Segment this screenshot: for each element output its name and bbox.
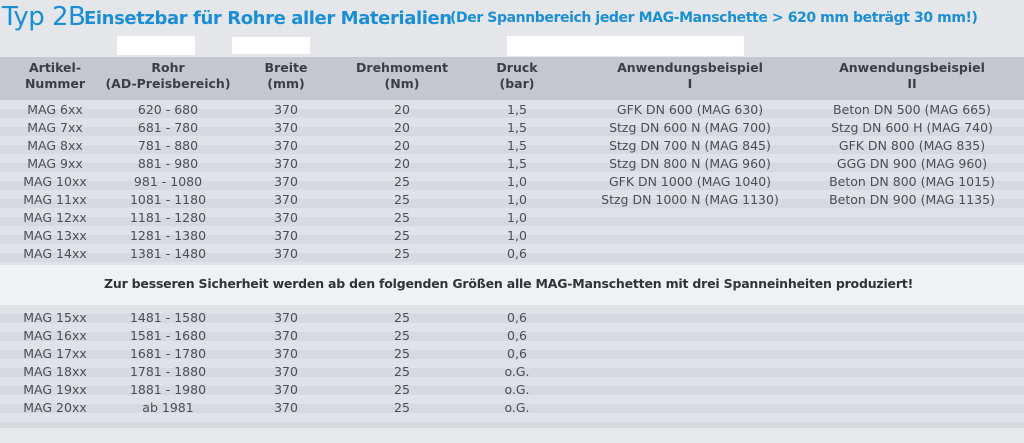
- cell-article-number: MAG 14xx: [23, 246, 87, 261]
- header-line: Breite: [264, 60, 308, 75]
- cell-torque: 25: [394, 382, 410, 397]
- cell-article-number: MAG 10xx: [23, 174, 87, 189]
- cell-torque: 20: [394, 120, 410, 135]
- table-row: [0, 227, 1024, 245]
- cell-article-number: MAG 16xx: [23, 328, 87, 343]
- cell-pipe-range: 1781 - 1880: [129, 364, 207, 379]
- header-line: Artikel-: [28, 60, 82, 75]
- header-line: Nummer: [24, 76, 86, 91]
- cell-application-2: GFK DN 800 (MAG 835): [838, 138, 986, 153]
- header-article-number: [25, 60, 85, 92]
- header-pressure: [496, 60, 537, 92]
- table-row: [0, 363, 1024, 381]
- cell-pressure: 1,0: [507, 228, 527, 243]
- cell-pipe-range: 681 - 780: [137, 120, 199, 135]
- cell-pipe-range: 1481 - 1580: [129, 310, 207, 325]
- cell-pipe-range: 1881 - 1980: [129, 382, 207, 397]
- title-sub: (Der Spannbereich jeder MAG-Manschette > 620 mm beträgt 30 mm!): [450, 10, 978, 26]
- header-line: Druck: [496, 60, 538, 75]
- cell-application-1: Stzg DN 600 N (MAG 700): [609, 120, 771, 135]
- cell-pressure: o.G.: [504, 400, 530, 415]
- table-row: [0, 309, 1024, 327]
- cell-torque: 25: [394, 174, 410, 189]
- table-row: [0, 155, 1024, 173]
- cell-article-number: MAG 17xx: [23, 346, 87, 361]
- cell-pipe-range: 1581 - 1680: [129, 328, 207, 343]
- table-row: [0, 101, 1024, 119]
- title-main: Einsetzbar für Rohre aller Materialien: [84, 8, 452, 29]
- cell-width: 370: [274, 246, 298, 261]
- cell-pressure: 1,5: [507, 120, 527, 135]
- cell-pipe-range: 1381 - 1480: [129, 246, 207, 261]
- cell-application-2: GGG DN 900 (MAG 960): [836, 156, 988, 171]
- cell-width: 370: [274, 210, 298, 225]
- header-line: I: [687, 76, 693, 91]
- cell-width: 370: [274, 102, 298, 117]
- table-row: [0, 399, 1024, 417]
- table-row: [0, 191, 1024, 209]
- cell-pressure: 1,5: [507, 156, 527, 171]
- cell-torque: 25: [394, 310, 410, 325]
- cell-pressure: o.G.: [504, 364, 530, 379]
- cell-width: 370: [274, 192, 298, 207]
- cell-torque: 25: [394, 400, 410, 415]
- cell-pressure: 1,0: [507, 192, 527, 207]
- cell-width: 370: [274, 120, 298, 135]
- cell-article-number: MAG 18xx: [23, 364, 87, 379]
- cell-application-2: Beton DN 800 (MAG 1015): [829, 174, 995, 189]
- header-line: II: [907, 76, 917, 91]
- redaction-block: [232, 37, 310, 54]
- cell-width: 370: [274, 310, 298, 325]
- header-pipe-range: [105, 60, 230, 92]
- cell-torque: 25: [394, 210, 410, 225]
- header-torque: [356, 60, 448, 92]
- cell-torque: 20: [394, 138, 410, 153]
- cell-pipe-range: 1281 - 1380: [129, 228, 207, 243]
- cell-width: 370: [274, 174, 298, 189]
- header-line: Drehmoment: [356, 60, 448, 75]
- cell-application-1: Stzg DN 700 N (MAG 845): [609, 138, 771, 153]
- table-row: [0, 119, 1024, 137]
- cell-torque: 25: [394, 346, 410, 361]
- cell-application-2: Beton DN 900 (MAG 1135): [829, 192, 995, 207]
- title-type: Typ 2B: [2, 2, 86, 32]
- cell-pipe-range: 981 - 1080: [133, 174, 203, 189]
- cell-width: 370: [274, 364, 298, 379]
- cell-article-number: MAG 9xx: [27, 156, 83, 171]
- cell-torque: 20: [394, 102, 410, 117]
- cell-article-number: MAG 11xx: [23, 192, 87, 207]
- header-line: Anwendungsbeispiel: [617, 60, 763, 75]
- header-line: Anwendungsbeispiel: [839, 60, 985, 75]
- table-row: [0, 137, 1024, 155]
- cell-pipe-range: 1081 - 1180: [129, 192, 207, 207]
- cell-article-number: MAG 15xx: [23, 310, 87, 325]
- header-line: Rohr: [151, 60, 185, 75]
- cell-torque: 25: [394, 192, 410, 207]
- table-row: [0, 173, 1024, 191]
- header-line: (mm): [267, 76, 305, 91]
- notice-row: [0, 265, 1024, 305]
- table-row: [0, 245, 1024, 263]
- header-application-1: [617, 60, 763, 92]
- cell-width: 370: [274, 228, 298, 243]
- cell-width: 370: [274, 400, 298, 415]
- cell-application-1: GFK DN 1000 (MAG 1040): [608, 174, 772, 189]
- cell-torque: 25: [394, 228, 410, 243]
- header-application-2: [839, 60, 985, 92]
- cell-pressure: 1,0: [507, 174, 527, 189]
- cell-application-2: Stzg DN 600 H (MAG 740): [831, 120, 993, 135]
- cell-pipe-range: 620 - 680: [137, 102, 199, 117]
- cell-pipe-range: 781 - 880: [137, 138, 199, 153]
- redaction-block: [117, 36, 195, 55]
- table-row: [0, 345, 1024, 363]
- cell-article-number: MAG 20xx: [23, 400, 87, 415]
- cell-width: 370: [274, 156, 298, 171]
- redaction-block: [507, 36, 744, 56]
- table-row: [0, 327, 1024, 345]
- cell-pressure: o.G.: [504, 382, 530, 397]
- cell-width: 370: [274, 346, 298, 361]
- cell-pressure: 0,6: [507, 346, 527, 361]
- cell-application-1: GFK DN 600 (MAG 630): [616, 102, 764, 117]
- notice-text: Zur besseren Sicherheit werden ab den folgenden Größen alle MAG-Manschetten mit drei Spanneinheiten produziert!: [104, 276, 914, 291]
- cell-torque: 25: [394, 364, 410, 379]
- cell-article-number: MAG 13xx: [23, 228, 87, 243]
- cell-article-number: MAG 19xx: [23, 382, 87, 397]
- footer-strip: [0, 428, 1024, 443]
- cell-pipe-range: 881 - 980: [137, 156, 199, 171]
- cell-pipe-range: 1181 - 1280: [129, 210, 207, 225]
- header-width: [265, 60, 308, 92]
- cell-torque: 20: [394, 156, 410, 171]
- table-row: [0, 381, 1024, 399]
- cell-application-1: Stzg DN 800 N (MAG 960): [609, 156, 771, 171]
- cell-article-number: MAG 6xx: [27, 102, 83, 117]
- cell-pressure: 0,6: [507, 246, 527, 261]
- cell-application-2: Beton DN 500 (MAG 665): [833, 102, 991, 117]
- cell-pressure: 0,6: [507, 328, 527, 343]
- cell-pressure: 0,6: [507, 310, 527, 325]
- cell-width: 370: [274, 382, 298, 397]
- header-line: (bar): [499, 76, 535, 91]
- cell-pipe-range: ab 1981: [142, 400, 194, 415]
- header-line: (AD-Preisbereich): [105, 76, 231, 91]
- cell-pressure: 1,5: [507, 138, 527, 153]
- table-header: [0, 57, 1024, 100]
- cell-application-1: Stzg DN 1000 N (MAG 1130): [601, 192, 779, 207]
- table-row: [0, 209, 1024, 227]
- cell-article-number: MAG 7xx: [27, 120, 83, 135]
- cell-width: 370: [274, 138, 298, 153]
- cell-pressure: 1,0: [507, 210, 527, 225]
- cell-article-number: MAG 8xx: [27, 138, 83, 153]
- title-bar: [0, 2, 1024, 38]
- cell-torque: 25: [394, 328, 410, 343]
- cell-pressure: 1,5: [507, 102, 527, 117]
- header-line: (Nm): [384, 76, 420, 91]
- cell-pipe-range: 1681 - 1780: [129, 346, 207, 361]
- cell-article-number: MAG 12xx: [23, 210, 87, 225]
- cell-width: 370: [274, 328, 298, 343]
- cell-torque: 25: [394, 246, 410, 261]
